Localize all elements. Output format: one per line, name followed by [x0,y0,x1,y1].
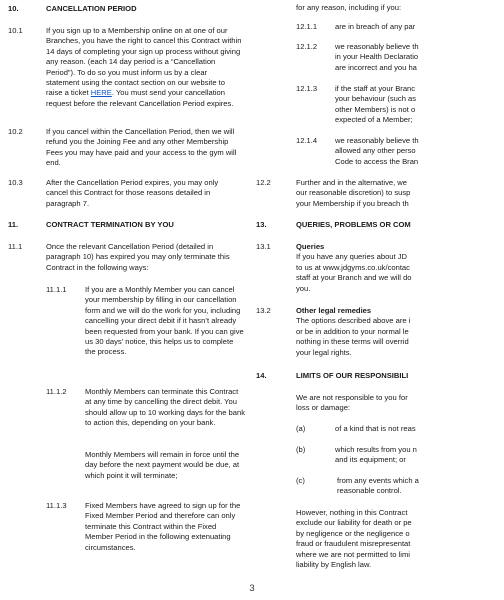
clause-12-1-1-text: are in breach of any par [335,22,416,31]
clause-12-2-text [296,178,410,209]
clause-13-1-text [296,242,412,294]
clause-12-2-line: Further and in the alternative, we [296,178,408,187]
clause-14-closing-line: fraud or fraudulent misrepresentat [296,539,411,549]
clause-14-b-line: which results from you n [335,445,417,454]
clause-10-3-text: After the Cancellation Period expires, you may only cancel this Contract for those reasons detailed in paragraph 7. [46,178,219,208]
clause-11-1-3-text: Fixed Members have agreed to sign up for the Fixed Member Period and therefore can only terminate this Contract within the Fixed Member Period in the following extenuating circumstances. [85,501,241,552]
clause-13-2-line: nothing in these terms will overrid [296,337,409,347]
clause-14-b-line: and its equipment; or [335,455,406,465]
clause-14-closing-line: However, nothing in this Contract [296,508,408,517]
clause-14-b-number: (b) [296,445,306,454]
clause-11-1-1-text: If you are a Monthly Member you can cancel your membership by filling in our cancellation form and we will do the work for you, including cancelling your direct debit if it hasn’t already been requested from your bank. If you can give us 30 days’ notice, this helps us to complete the process. [85,285,244,357]
clause-13-1-line: to us at www.jdgyms.co.uk/contac [296,262,410,272]
clause-10-2-text: If you cancel within the Cancellation Period, then we will refund you the Joining Fee and any other Membership Fees you may have paid and your access to the gym will end. [46,127,237,168]
clause-14-b-text [335,445,417,466]
clause-14-closing [296,508,412,570]
clause-14-c-text [337,476,419,497]
section-11-title: CONTRACT TERMINATION BY YOU [46,220,174,229]
clause-14-c-number: (c) [296,476,305,485]
clause-11-1-1-number: 11.1.1 [46,285,67,294]
clause-13-2-number: 13.2 [256,306,271,315]
clause-13-1-line: If you have any queries about JD [296,252,408,262]
clause-14-intro [296,393,408,414]
clause-12-2-number: 12.2 [256,178,271,187]
page-number: 3 [249,583,255,594]
clause-13-1-title: Queries [296,242,325,251]
clause-12-1-2-line: are incorrect and you ha [335,62,417,72]
clause-14-c-line: from any events which a [337,476,419,485]
clause-14-closing-line: by negligence or the negligence o [296,528,410,538]
clause-11-1-text: Once the relevant Cancellation Period (detailed in paragraph 10) has expired you may only terminate this Contract in the following ways: [46,242,230,272]
clause-12-1-3-line: other Members) is not o [335,104,416,114]
section-13-title: QUERIES, PROBLEMS OR COM [296,220,411,229]
section-13-number: 13. [256,220,267,229]
clause-11-1-3-number: 11.1.3 [46,501,67,510]
clause-13-2-line: or be in addition to your normal le [296,326,409,336]
section-14-number: 14. [256,371,267,380]
clause-12-1-3-line: if the staff at your Branc [335,84,416,93]
clause-13-2-line: your legal rights. [296,347,352,357]
clause-12-1-intro: for any reason, including if you: [296,3,402,12]
clause-12-1-2-line: in your Health Declaratio [335,52,419,62]
clause-13-1-line: staff at your Branch and we will do [296,273,412,283]
clause-12-2-line: your Membership if you breach th [296,198,409,208]
clause-13-1-number: 13.1 [256,242,271,251]
clause-12-1-4-number: 12.1.4 [296,136,318,145]
section-11-number: 11. [8,220,19,229]
clause-14-intro-line: loss or damage: [296,403,351,413]
clause-14-closing-line: liability by English law. [296,560,372,570]
clause-10-1-text-start: If you sign up to a Membership online on at one of our Branches, you have the right to cancel this Contract within 14 days of completing your sign up process without giving any reason. (each 14 day period is a “Cancellation Period”). To do so you must inform us by a clear statement using the contact section on our website to raise a ticket [46,26,242,98]
clause-11-1-number: 11.1 [8,242,23,251]
clause-12-1-2-text [335,42,419,73]
clause-14-a-number: (a) [296,424,306,433]
clause-10-1-number: 10.1 [8,26,23,35]
clause-12-1-4-line: Code to access the Bran [335,156,419,166]
section-14-title: LIMITS OF OUR RESPONSIBILI [296,371,409,380]
clause-12-1-3-line: expected of a Member; [335,115,413,125]
section-10-title: CANCELLATION PERIOD [46,4,137,13]
clause-12-1-2-number: 12.1.2 [296,42,318,51]
clause-12-1-2-line: we reasonably believe th [335,42,419,51]
clause-12-1-1-number: 12.1.1 [296,22,318,31]
clause-14-closing-line: where we are not permitted to limi [296,549,410,559]
clause-12-2-line: our reasonable discretion) to susp [296,188,411,198]
clause-11-1-2-text-continued: Monthly Members will remain in force until the day before the next payment would be due, at which point it will terminate; [85,450,240,480]
clause-14-a-text: of a kind that is not reas [335,424,416,433]
clause-14-closing-line: exclude our liability for death or pe [296,518,412,528]
clause-10-1-text [46,26,242,109]
clause-12-1-3-line: your behaviour (such as [335,94,417,104]
clause-13-1-line: you. [296,283,311,293]
clause-10-1-text-end: . You must send your cancellation request before the relevant Cancellation Period expires. [46,88,234,108]
clause-12-1-4-line: we reasonably believe th [335,136,419,145]
clause-13-2-line: The options described above are i [296,316,411,326]
clause-14-intro-line: We are not responsible to you for [296,393,408,402]
clause-13-2-text [296,306,410,358]
section-10-number: 10. [8,4,19,13]
clause-13-2-title: Other legal remedies [296,306,372,315]
clause-11-1-2-text: Monthly Members can terminate this Contract at any time by cancelling the direct debit. You should allow up to 10 working days for the bank to action this, depending on your bank. [85,387,245,428]
right-column [252,0,504,580]
clause-11-1-2-number: 11.1.2 [46,387,67,396]
clause-12-1-4-line: allowed any other perso [335,146,416,156]
clause-12-1-3-text [335,84,416,126]
clause-12-1-4-text [335,136,419,167]
clause-14-c-line: reasonable control. [337,486,402,496]
clause-10-2-number: 10.2 [8,127,23,136]
clause-12-1-3-number: 12.1.3 [296,84,318,93]
cancel-ticket-link[interactable]: HERE [90,88,112,98]
clause-10-3-number: 10.3 [8,178,23,187]
